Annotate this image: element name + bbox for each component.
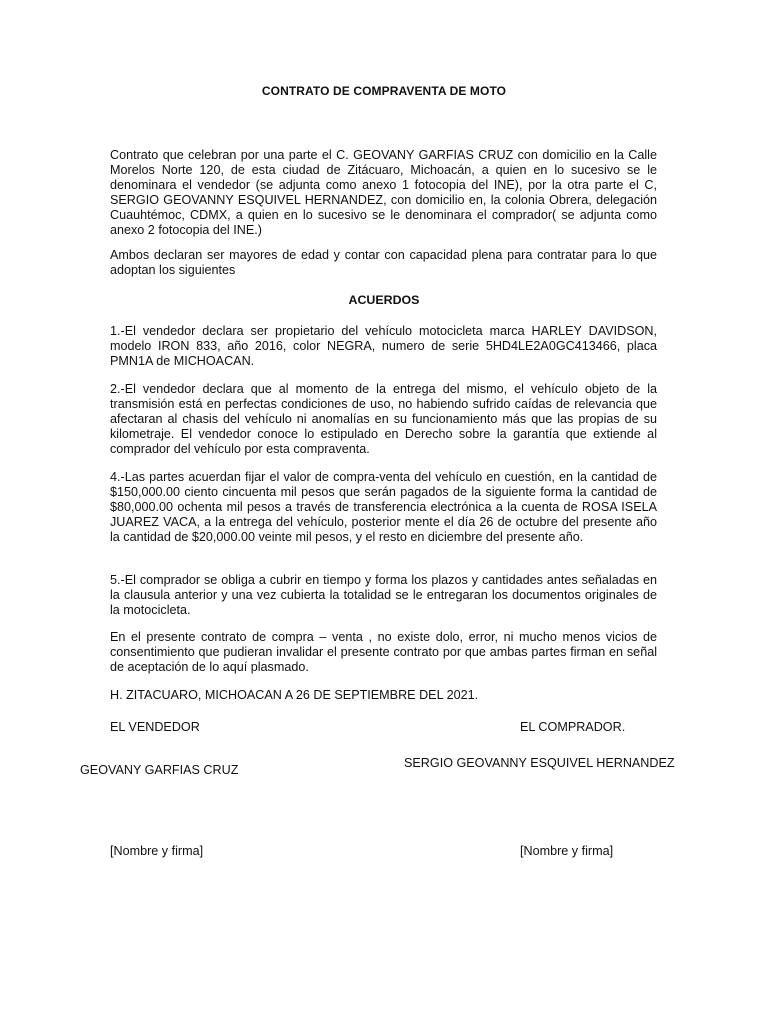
buyer-role-label: EL COMPRADOR.: [520, 720, 626, 734]
closing-paragraph: En el presente contrato de compra – venta , no existe dolo, error, ni mucho menos vicios de consentimiento que pudieran invalidar el presente contrato por que ambas partes firman en señal de aceptación de lo aquí plasmado.: [110, 630, 657, 674]
seller-name: GEOVANY GARFIAS CRUZ: [80, 763, 239, 777]
buyer-name: SERGIO GEOVANNY ESQUIVEL HERNANDEZ: [404, 756, 675, 770]
agreements-heading: ACUERDOS: [348, 293, 420, 307]
seller-signature-line: [Nombre y firma]: [110, 844, 204, 858]
document-title: CONTRATO DE COMPRAVENTA DE MOTO: [261, 84, 507, 98]
clause-2: 2.-El vendedor declara que al momento de la entrega del mismo, el vehículo objeto de la transmisión está en perfectas condiciones de uso, no habiendo sufrido caídas de relevancia que afectaran al chasis del vehículo ni anomalías en su funcionamiento más que las propias de su kilometraje. El vendedor conoce lo estipulado en Derecho sobre la garantía que extiende al comprador del vehículo por esta compraventa.: [110, 382, 657, 456]
place-date: H. ZITACUARO, MICHOACAN A 26 DE SEPTIEMBRE DEL 2021.: [110, 688, 479, 702]
buyer-signature-line: [Nombre y firma]: [520, 844, 614, 858]
seller-role-label: EL VENDEDOR: [110, 720, 200, 734]
clause-4: 4.-Las partes acuerdan fijar el valor de compra-venta del vehículo en cuestión, en la cantidad de $150,000.00 ciento cincuenta mil pesos que serán pagados de la siguiente forma la cantidad de $80,000.00 ochenta mil pesos a través de transferencia electrónica a la cuenta de ROSA ISELA JUAREZ VACA, a la entrega del vehículo, posterior mente el día 26 de octubre del presente año la cantidad de $20,000.00 veinte mil pesos, y el resto en diciembre del presente año.: [110, 470, 657, 544]
intro-paragraph: Contrato que celebran por una parte el C. GEOVANY GARFIAS CRUZ con domicilio en la Calle Morelos Norte 120, de esta ciudad de Zitácuaro, Michoacán, a quien en lo sucesivo se le denominara el vendedor (se adjunta como anexo 1 fotocopia del INE), por la otra parte el C, SERGIO GEOVANNY ESQUIVEL HERNANDEZ, con domicilio en, la colonia Obrera, delegación Cuauhtémoc, CDMX, a quien en lo sucesivo se le denominara el comprador( se adjunta como anexo 2 fotocopia del INE.): [110, 148, 657, 237]
clause-1: 1.-El vendedor declara ser propietario del vehículo motocicleta marca HARLEY DAVIDSON, modelo IRON 833, año 2016, color NEGRA, numero de serie 5HD4LE2A0GC413466, placa PMN1A de MICHOACAN.: [110, 324, 657, 368]
declaration-paragraph: Ambos declaran ser mayores de edad y contar con capacidad plena para contratar para lo que adoptan los siguientes: [110, 248, 657, 277]
clause-5: 5.-El comprador se obliga a cubrir en tiempo y forma los plazos y cantidades antes señaladas en la clausula anterior y una vez cubierta la totalidad se le entregaran los documentos originales de la motocicleta.: [110, 573, 657, 617]
